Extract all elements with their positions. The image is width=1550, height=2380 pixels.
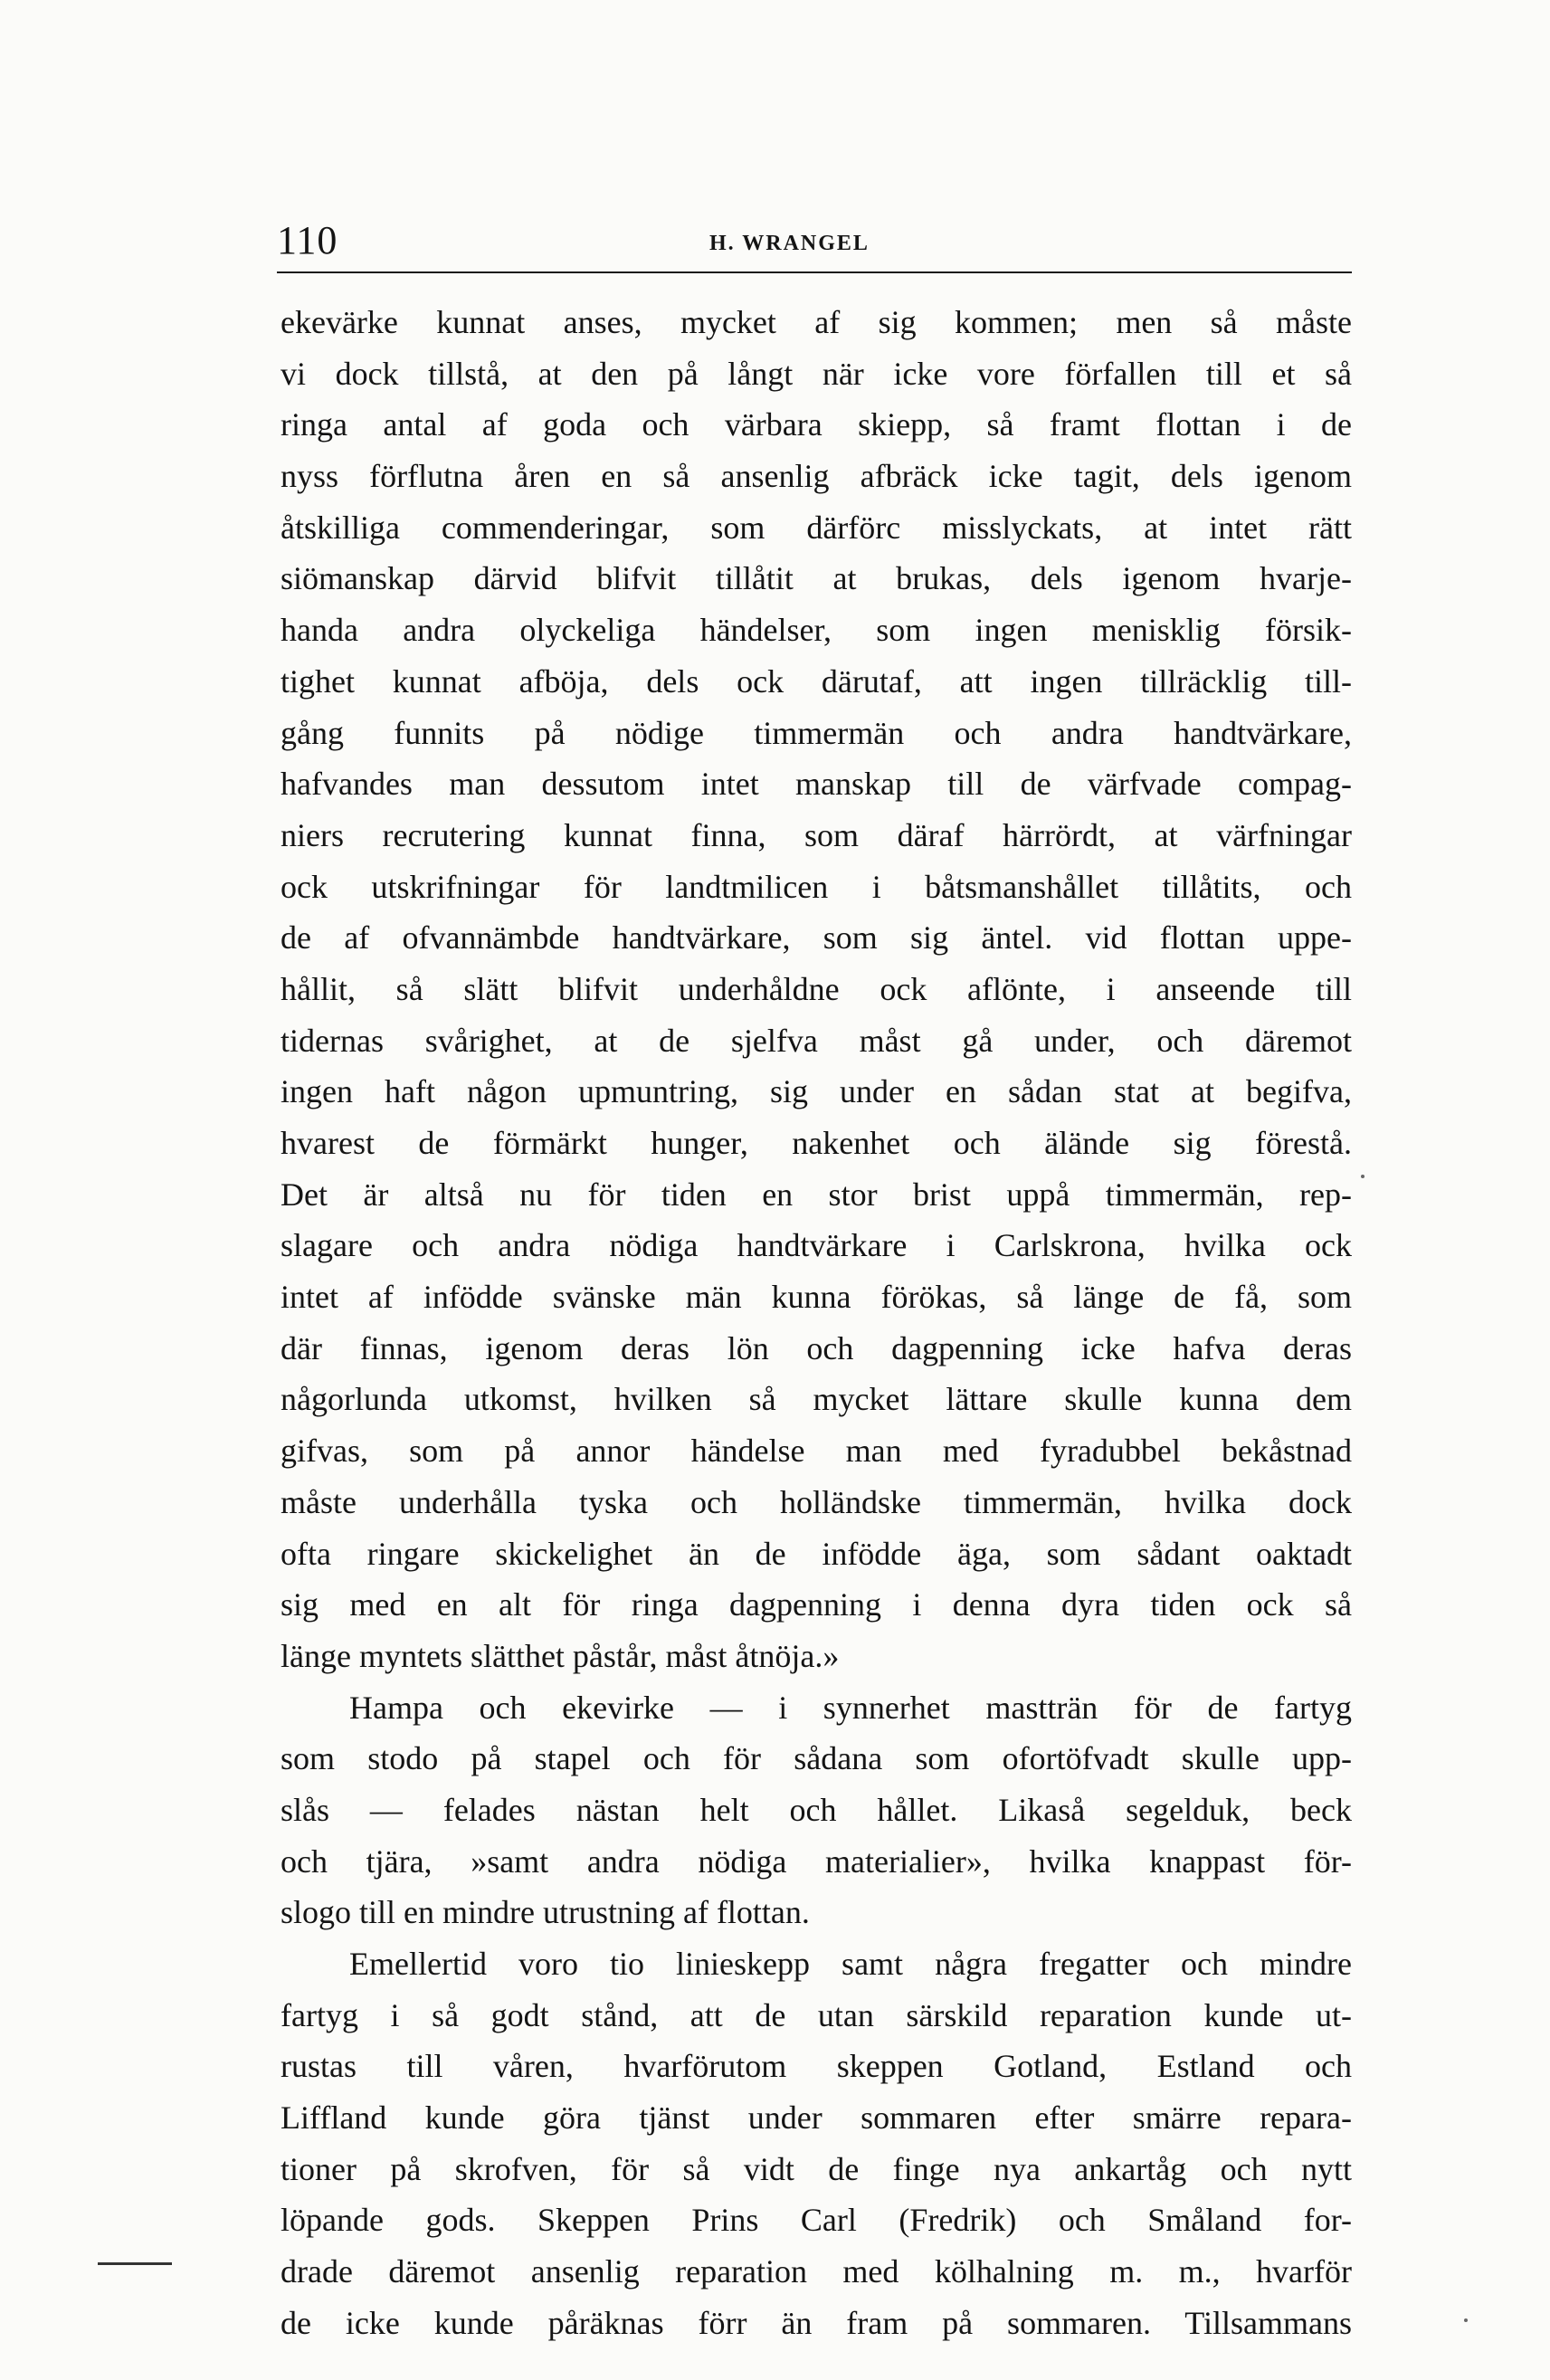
text-line: ringa antal af goda och värbara skiepp, så framt flottan i de xyxy=(281,406,1352,443)
running-head: H. WRANGEL xyxy=(709,232,870,255)
text-line: tighet kunnat afböja, dels ock därutaf, att ingen tillräcklig till- xyxy=(281,662,1352,700)
text-line: de af ofvannämbde handtvärkare, som sig äntel. vid flottan uppe- xyxy=(281,919,1352,957)
text-line: gång funnits på nödige timmermän och andra handtvärkare, xyxy=(281,714,1352,751)
text-line: måste underhålla tyska och holländske timmermän, hvilka dock xyxy=(281,1483,1352,1520)
text-line: åtskilliga commenderingar, som därförc misslyckats, at intet rätt xyxy=(281,509,1352,546)
text-line: vi dock tillstå, at den på långt när icke vore förfallen till et så xyxy=(281,355,1352,392)
text-line: de icke kunde påräknas förr än fram på sommaren. Tillsammans xyxy=(281,2304,1352,2341)
text-line: ofta ringare skickelighet än de infödde äga, som sådant oaktadt xyxy=(281,1535,1352,1572)
page-header xyxy=(277,217,1352,277)
page-number: 110 xyxy=(277,218,338,262)
text-line: som stodo på stapel och för sådana som ofortöfvadt skulle upp- xyxy=(281,1740,1352,1777)
text-line: drade däremot ansenlig reparation med kölhalning m. m., hvarför xyxy=(281,2253,1352,2290)
body-text xyxy=(281,297,1352,2349)
header-rule xyxy=(277,271,1352,273)
text-line: ock utskrifningar för landtmilicen i båtsmanshållet tillåtits, och xyxy=(281,868,1352,905)
scan-speck xyxy=(1464,2318,1468,2322)
text-line: Hampa och ekevirke — i synnerhet mastträn för de fartyg xyxy=(349,1689,1352,1726)
text-line: hållit, så slätt blifvit underhåldne ock aflönte, i anseende till xyxy=(281,970,1352,1007)
text-line: tidernas svårighet, at de sjelfva måst gå under, och däremot xyxy=(281,1022,1352,1059)
text-line: fartyg i så godt stånd, att de utan särskild reparation kunde ut- xyxy=(281,1996,1352,2033)
text-line: hafvandes man dessutom intet manskap till de värfvade compag- xyxy=(281,766,1352,803)
text-line: slås — felades nästan helt och hållet. Likaså segelduk, beck xyxy=(281,1791,1352,1828)
text-line: någorlunda utkomst, hvilken så mycket lättare skulle kunna dem xyxy=(281,1381,1352,1418)
text-line: niers recrutering kunnat finna, som däraf härrördt, at värfningar xyxy=(281,816,1352,853)
text-line: rustas till våren, hvarförutom skeppen Gotland, Estland och xyxy=(281,2048,1352,2085)
text-line: slogo till en mindre utrustning af flottan. xyxy=(281,1894,810,1931)
text-line: ingen haft någon upmuntring, sig under en sådan stat at begifva, xyxy=(281,1073,1352,1110)
text-line: där finnas, igenom deras lön och dagpenning icke hafva deras xyxy=(281,1329,1352,1366)
text-line: hvarest de förmärkt hunger, nakenhet och älände sig förestå. xyxy=(281,1125,1352,1161)
text-line: nyss förflutna åren en så ansenlig afbräck icke tagit, dels igenom xyxy=(281,458,1352,495)
scan-speck xyxy=(1361,1175,1365,1178)
text-line: siömanskap därvid blifvit tillåtit at brukas, dels igenom hvarje- xyxy=(281,560,1352,597)
text-line: tioner på skrofven, för så vidt de finge nya ankartåg och nytt xyxy=(281,2150,1352,2187)
text-line: länge myntets slätthet påstår, måst åtnöja.» xyxy=(281,1637,840,1674)
text-line: Liffland kunde göra tjänst under sommaren efter smärre repara- xyxy=(281,2099,1352,2137)
text-line: intet af infödde svänske män kunna förökas, så länge de få, som xyxy=(281,1279,1352,1316)
text-line: gifvas, som på annor händelse man med fyradubbel bekåstnad xyxy=(281,1433,1352,1470)
text-line: och tjära, »samt andra nödiga materialier», hvilka knappast för- xyxy=(281,1842,1352,1880)
text-line: Det är altså nu för tiden en stor brist uppå timmermän, rep- xyxy=(281,1176,1352,1213)
text-line: slagare och andra nödiga handtvärkare i Carlskrona, hvilka ock xyxy=(281,1227,1352,1264)
text-line: sig med en alt för ringa dagpenning i denna dyra tiden ock så xyxy=(281,1586,1352,1623)
margin-mark xyxy=(98,2262,172,2265)
text-line: Emellertid voro tio linieskepp samt några fregatter och mindre xyxy=(349,1946,1352,1982)
text-line: handa andra olyckeliga händelser, som ingen menisklig försik- xyxy=(281,612,1352,649)
text-line: löpande gods. Skeppen Prins Carl (Fredrik) och Småland for- xyxy=(281,2202,1352,2239)
text-line: ekevärke kunnat anses, mycket af sig kommen; men så måste xyxy=(281,304,1352,340)
